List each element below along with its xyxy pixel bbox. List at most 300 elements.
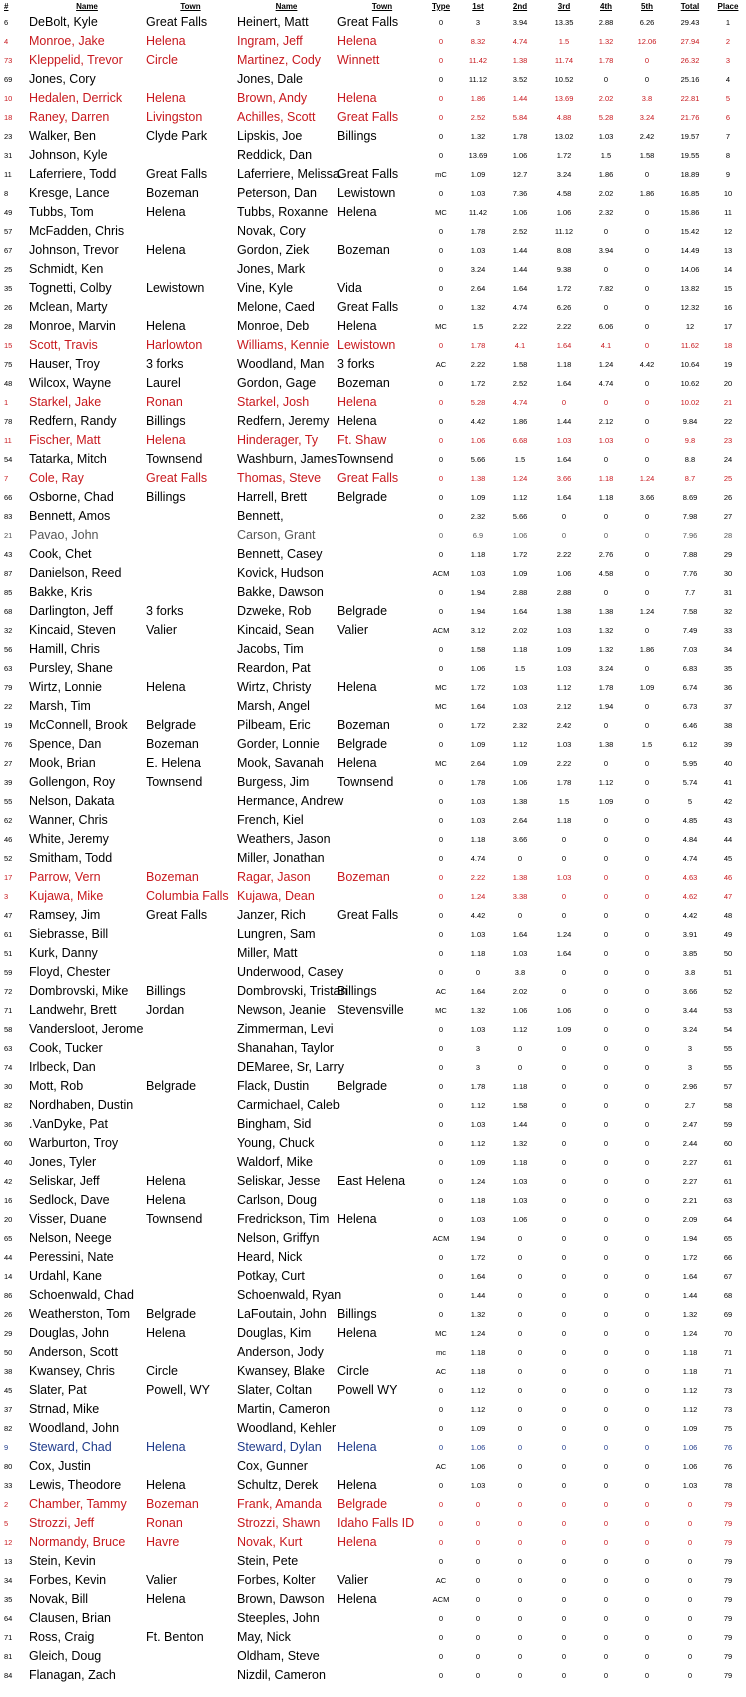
score-5th-cell: 0 — [644, 303, 650, 312]
entry-number-cell: 67 — [4, 246, 13, 255]
score-3rd-cell: 0 — [561, 1139, 567, 1148]
place-cell: 79 — [723, 1633, 733, 1642]
name-2-cell: Thomas, Steve — [237, 471, 322, 485]
entry-number-cell: 42 — [4, 1177, 13, 1186]
score-1st-cell: 1.03 — [470, 1025, 486, 1034]
type-cell: 0 — [438, 1196, 444, 1205]
place-cell: 55 — [723, 1044, 733, 1053]
name-2-cell: Ragar, Jason — [237, 870, 311, 884]
type-cell: 0 — [438, 474, 444, 483]
name-1-cell: Ross, Craig — [29, 1630, 95, 1644]
name-1-cell: Bennett, Amos — [29, 509, 111, 523]
place-cell: 55 — [723, 1063, 733, 1072]
entry-number-cell: 31 — [4, 151, 13, 160]
total-cell: 7.03 — [682, 645, 698, 654]
name-2-cell: Bakke, Dawson — [237, 585, 324, 599]
table-row — [0, 1096, 746, 1115]
total-cell: 0 — [687, 1614, 693, 1623]
score-1st-cell: 0 — [475, 1595, 481, 1604]
score-1st-cell: 2.32 — [470, 512, 486, 521]
town-1-cell: Townsend — [146, 452, 203, 466]
place-cell: 26 — [723, 493, 733, 502]
entry-number-cell: 28 — [4, 322, 13, 331]
place-cell: 70 — [723, 1329, 733, 1338]
entry-number-cell: 46 — [4, 835, 13, 844]
score-2nd-cell: 2.52 — [512, 379, 528, 388]
score-2nd-cell: 1.32 — [512, 1139, 528, 1148]
score-2nd-cell: 0 — [517, 1652, 523, 1661]
name-2-cell: Carmichael, Caleb — [237, 1098, 340, 1112]
table-row — [0, 925, 746, 944]
name-1-cell: Smitham, Todd — [29, 851, 113, 865]
score-4th-cell: 0 — [603, 512, 609, 521]
score-2nd-cell: 1.03 — [512, 1196, 528, 1205]
score-1st-cell: 1.06 — [470, 436, 486, 445]
score-3rd-cell: 0 — [561, 835, 567, 844]
type-cell: MC — [435, 1329, 447, 1338]
score-5th-cell: 0 — [644, 1063, 650, 1072]
score-3rd-cell: 1.03 — [556, 436, 572, 445]
score-5th-cell: 0 — [644, 816, 650, 825]
score-1st-cell: 1.18 — [470, 1196, 486, 1205]
total-cell: 7.76 — [682, 569, 698, 578]
score-4th-cell: 0 — [603, 1234, 609, 1243]
score-5th-cell: 0 — [644, 1367, 650, 1376]
entry-number-cell: 58 — [4, 1025, 13, 1034]
table-row — [0, 70, 746, 89]
table-row — [0, 963, 746, 982]
table-row — [0, 640, 746, 659]
place-cell: 16 — [723, 303, 733, 312]
town-2-cell: Great Falls — [337, 300, 399, 314]
place-cell: 59 — [723, 1120, 733, 1129]
total-cell: 3.66 — [682, 987, 698, 996]
name-1-cell: Wirtz, Lonnie — [29, 680, 102, 694]
score-5th-cell: 0 — [644, 1443, 650, 1452]
type-cell: 0 — [438, 1120, 444, 1129]
score-3rd-cell: 4.58 — [556, 189, 572, 198]
total-cell: 0 — [687, 1500, 693, 1509]
name-1-cell: DeBolt, Kyle — [29, 15, 98, 29]
town-1-cell: Helena — [146, 91, 186, 105]
score-1st-cell: 1.78 — [470, 1082, 486, 1091]
place-cell: 38 — [723, 721, 733, 730]
entry-number-cell: 75 — [4, 360, 13, 369]
name-1-cell: Nelson, Neege — [29, 1231, 112, 1245]
name-1-cell: Pavao, John — [29, 528, 99, 542]
name-2-cell: Lungren, Sam — [237, 927, 316, 941]
town-1-cell: Livingston — [146, 110, 203, 124]
score-1st-cell: 1.12 — [470, 1386, 486, 1395]
type-cell: 0 — [438, 835, 444, 844]
total-cell: 7.98 — [682, 512, 698, 521]
table-row — [0, 564, 746, 583]
entry-number-cell: 23 — [4, 132, 13, 141]
header-name-1: Name — [76, 2, 98, 11]
score-4th-cell: 3.94 — [598, 246, 614, 255]
entry-number-cell: 35 — [4, 284, 13, 293]
score-5th-cell: 0 — [644, 1310, 650, 1319]
score-5th-cell: 0 — [644, 626, 650, 635]
score-5th-cell: 0 — [644, 1500, 650, 1509]
type-cell: 0 — [438, 303, 444, 312]
header-row — [0, 0, 746, 13]
score-4th-cell: 0 — [603, 1367, 609, 1376]
total-cell: 9.84 — [682, 417, 698, 426]
score-2nd-cell: 4.74 — [512, 303, 528, 312]
score-4th-cell: 0 — [603, 1272, 609, 1281]
total-cell: 3.91 — [682, 930, 698, 939]
score-3rd-cell: 1.06 — [556, 1006, 572, 1015]
score-5th-cell: 0 — [644, 721, 650, 730]
header-5th: 5th — [641, 2, 653, 11]
score-1st-cell: 3.12 — [470, 626, 486, 635]
name-2-cell: Strozzi, Shawn — [237, 1516, 321, 1530]
score-4th-cell: 0 — [603, 1405, 609, 1414]
total-cell: 8.69 — [682, 493, 698, 502]
table-row — [0, 1229, 746, 1248]
total-cell: 2.47 — [682, 1120, 698, 1129]
score-4th-cell: 0 — [603, 75, 609, 84]
town-2-cell: Helena — [337, 1478, 377, 1492]
total-cell: 29.43 — [680, 18, 700, 27]
table-row — [0, 450, 746, 469]
score-3rd-cell: 2.88 — [556, 588, 572, 597]
score-4th-cell: 1.03 — [598, 132, 614, 141]
score-5th-cell: 0 — [644, 75, 650, 84]
name-1-cell: Jones, Tyler — [29, 1155, 97, 1169]
score-1st-cell: 1.94 — [470, 1234, 486, 1243]
place-cell: 46 — [723, 873, 733, 882]
place-cell: 21 — [723, 398, 733, 407]
total-cell: 1.12 — [682, 1405, 698, 1414]
type-cell: MC — [435, 208, 447, 217]
table-row — [0, 32, 746, 51]
name-2-cell: Brown, Dawson — [237, 1592, 325, 1606]
score-1st-cell: 1.24 — [470, 1329, 486, 1338]
score-2nd-cell: 1.5 — [514, 664, 526, 673]
name-2-cell: Carson, Grant — [237, 528, 316, 542]
type-cell: ACM — [432, 569, 450, 578]
total-cell: 1.24 — [682, 1329, 698, 1338]
entry-number-cell: 27 — [4, 759, 13, 768]
score-4th-cell: 1.24 — [598, 360, 614, 369]
total-cell: 16.85 — [680, 189, 700, 198]
total-cell: 0 — [687, 1633, 693, 1642]
total-cell: 1.12 — [682, 1386, 698, 1395]
score-2nd-cell: 4.74 — [512, 398, 528, 407]
name-2-cell: Stein, Pete — [237, 1554, 299, 1568]
name-1-cell: Raney, Darren — [29, 110, 110, 124]
score-4th-cell: 6.06 — [598, 322, 614, 331]
score-3rd-cell: 1.06 — [556, 208, 572, 217]
name-2-cell: Carlson, Doug — [237, 1193, 317, 1207]
place-cell: 79 — [723, 1595, 733, 1604]
table-row — [0, 1552, 746, 1571]
entry-number-cell: 82 — [4, 1424, 13, 1433]
table-row — [0, 184, 746, 203]
name-2-cell: Heard, Nick — [237, 1250, 303, 1264]
town-1-cell: Ronan — [146, 395, 183, 409]
score-2nd-cell: 2.02 — [512, 626, 528, 635]
score-1st-cell: 0 — [475, 1576, 481, 1585]
place-cell: 31 — [723, 588, 733, 597]
name-2-cell: Jones, Mark — [237, 262, 306, 276]
name-2-cell: Williams, Kennie — [237, 338, 330, 352]
town-1-cell: Helena — [146, 205, 186, 219]
total-cell: 4.63 — [682, 873, 698, 882]
place-cell: 71 — [723, 1348, 733, 1357]
type-cell: 0 — [438, 1671, 444, 1680]
score-3rd-cell: 0 — [561, 1424, 567, 1433]
type-cell: 0 — [438, 113, 444, 122]
score-2nd-cell: 3.38 — [512, 892, 528, 901]
table-row — [0, 1362, 746, 1381]
total-cell: 10.64 — [680, 360, 700, 369]
table-row — [0, 1020, 746, 1039]
place-cell: 64 — [723, 1215, 733, 1224]
place-cell: 39 — [723, 740, 733, 749]
type-cell: AC — [435, 1576, 447, 1585]
name-1-cell: Pursley, Shane — [29, 661, 113, 675]
score-4th-cell: 0 — [603, 531, 609, 540]
name-2-cell: Achilles, Scott — [237, 110, 316, 124]
town-1-cell: Townsend — [146, 1212, 203, 1226]
name-1-cell: Hamill, Chris — [29, 642, 100, 656]
score-2nd-cell: 1.72 — [512, 550, 528, 559]
town-2-cell: Bozeman — [337, 243, 390, 257]
type-cell: 0 — [438, 1405, 444, 1414]
name-2-cell: Miller, Matt — [237, 946, 298, 960]
table-row — [0, 982, 746, 1001]
name-2-cell: Weathers, Jason — [237, 832, 331, 846]
place-cell: 75 — [723, 1424, 733, 1433]
score-1st-cell: 8.32 — [470, 37, 486, 46]
score-3rd-cell: 0 — [561, 1253, 567, 1262]
town-2-cell: Billings — [337, 984, 377, 998]
header-town-2: Town — [371, 2, 393, 11]
type-cell: 0 — [438, 1557, 444, 1566]
town-2-cell: Billings — [337, 129, 377, 143]
header-1st: 1st — [472, 2, 484, 11]
table-row — [0, 127, 746, 146]
town-1-cell: Townsend — [146, 775, 203, 789]
score-1st-cell: 1.72 — [470, 683, 486, 692]
score-2nd-cell: 0 — [517, 1348, 523, 1357]
score-4th-cell: 1.32 — [598, 37, 614, 46]
entry-number-cell: 65 — [4, 1234, 13, 1243]
score-1st-cell: 1.64 — [470, 702, 486, 711]
score-1st-cell: 0 — [475, 1519, 481, 1528]
score-5th-cell: 1.09 — [639, 683, 655, 692]
score-3rd-cell: 11.12 — [554, 227, 574, 236]
score-3rd-cell: 9.38 — [556, 265, 572, 274]
score-5th-cell: 0 — [644, 1158, 650, 1167]
score-5th-cell: 12.06 — [637, 37, 657, 46]
table-row — [0, 1457, 746, 1476]
score-4th-cell: 0 — [603, 1424, 609, 1433]
name-2-cell: Harrell, Brett — [237, 490, 308, 504]
entry-number-cell: 49 — [4, 208, 13, 217]
town-2-cell: East Helena — [337, 1174, 406, 1188]
name-1-cell: Spence, Dan — [29, 737, 102, 751]
entry-number-cell: 78 — [4, 417, 13, 426]
score-1st-cell: 1.24 — [470, 892, 486, 901]
table-row — [0, 659, 746, 678]
score-5th-cell: 0 — [644, 854, 650, 863]
header-3rd: 3rd — [557, 2, 571, 11]
score-4th-cell: 4.1 — [600, 341, 612, 350]
score-3rd-cell: 0 — [561, 1310, 567, 1319]
total-cell: 7.49 — [682, 626, 698, 635]
score-1st-cell: 1.72 — [470, 1253, 486, 1262]
total-cell: 22.81 — [680, 94, 700, 103]
total-cell: 1.09 — [682, 1424, 698, 1433]
town-1-cell: Bozeman — [146, 737, 199, 751]
name-1-cell: Laferriere, Todd — [29, 167, 117, 181]
score-2nd-cell: 1.03 — [512, 702, 528, 711]
name-2-cell: Forbes, Kolter — [237, 1573, 316, 1587]
total-cell: 12 — [685, 322, 695, 331]
type-cell: 0 — [438, 132, 444, 141]
town-1-cell: Ronan — [146, 1516, 183, 1530]
score-1st-cell: 4.74 — [470, 854, 486, 863]
score-5th-cell: 0 — [644, 1253, 650, 1262]
town-1-cell: Belgrade — [146, 1079, 197, 1093]
score-4th-cell: 4.58 — [598, 569, 614, 578]
score-3rd-cell: 0 — [561, 1367, 567, 1376]
table-row — [0, 1210, 746, 1229]
place-cell: 9 — [725, 170, 731, 179]
town-2-cell: Helena — [337, 319, 377, 333]
score-5th-cell: 0 — [644, 341, 650, 350]
score-3rd-cell: 0 — [561, 968, 567, 977]
entry-number-cell: 62 — [4, 816, 13, 825]
name-2-cell: Fredrickson, Tim — [237, 1212, 330, 1226]
name-2-cell: Reardon, Pat — [237, 661, 311, 675]
entry-number-cell: 57 — [4, 227, 13, 236]
score-4th-cell: 1.18 — [598, 493, 614, 502]
name-1-cell: Slater, Pat — [29, 1383, 87, 1397]
name-1-cell: Flanagan, Zach — [29, 1668, 116, 1682]
entry-number-cell: 85 — [4, 588, 13, 597]
score-4th-cell: 0 — [603, 1158, 609, 1167]
place-cell: 65 — [723, 1234, 733, 1243]
table-row — [0, 849, 746, 868]
score-4th-cell: 0 — [603, 1101, 609, 1110]
name-1-cell: Johnson, Kyle — [29, 148, 108, 162]
name-1-cell: Chamber, Tammy — [29, 1497, 127, 1511]
score-2nd-cell: 1.64 — [512, 607, 528, 616]
total-cell: 8.7 — [684, 474, 696, 483]
place-cell: 79 — [723, 1557, 733, 1566]
score-1st-cell: 3.24 — [470, 265, 486, 274]
table-row — [0, 298, 746, 317]
name-1-cell: Scott, Travis — [29, 338, 98, 352]
table-row — [0, 1286, 746, 1305]
score-4th-cell: 0 — [603, 1519, 609, 1528]
total-cell: 6.12 — [682, 740, 698, 749]
score-5th-cell: 0 — [644, 455, 650, 464]
total-cell: 4.84 — [682, 835, 698, 844]
type-cell: 0 — [438, 1443, 444, 1452]
table-row — [0, 583, 746, 602]
table-row — [0, 165, 746, 184]
entry-number-cell: 87 — [4, 569, 13, 578]
score-1st-cell: 0 — [475, 1538, 481, 1547]
score-4th-cell: 0 — [603, 1481, 609, 1490]
type-cell: ACM — [432, 626, 450, 635]
name-1-cell: Monroe, Jake — [29, 34, 105, 48]
place-cell: 43 — [723, 816, 733, 825]
name-2-cell: Wirtz, Christy — [237, 680, 312, 694]
name-2-cell: Starkel, Josh — [237, 395, 310, 409]
name-2-cell: Seliskar, Jesse — [237, 1174, 321, 1188]
score-4th-cell: 0 — [603, 1253, 609, 1262]
name-1-cell: Mclean, Marty — [29, 300, 108, 314]
name-1-cell: Kurk, Danny — [29, 946, 98, 960]
name-1-cell: Forbes, Kevin — [29, 1573, 107, 1587]
score-1st-cell: 6.9 — [472, 531, 484, 540]
town-2-cell: Belgrade — [337, 1079, 388, 1093]
total-cell: 21.76 — [680, 113, 700, 122]
entry-number-cell: 52 — [4, 854, 13, 863]
name-1-cell: Kincaid, Steven — [29, 623, 116, 637]
score-1st-cell: 1.18 — [470, 1367, 486, 1376]
type-cell: 0 — [438, 1633, 444, 1642]
town-1-cell: Bozeman — [146, 1497, 199, 1511]
total-cell: 3.8 — [684, 968, 696, 977]
name-1-cell: Mook, Brian — [29, 756, 96, 770]
entry-number-cell: 48 — [4, 379, 13, 388]
score-4th-cell: 5.28 — [598, 113, 614, 122]
name-1-cell: Wilcox, Wayne — [29, 376, 112, 390]
name-1-cell: Warburton, Troy — [29, 1136, 119, 1150]
score-3rd-cell: 0 — [561, 1348, 567, 1357]
table-row — [0, 792, 746, 811]
score-1st-cell: 1.24 — [470, 1177, 486, 1186]
type-cell: 0 — [438, 873, 444, 882]
score-4th-cell: 0 — [603, 1044, 609, 1053]
town-2-cell: Lewistown — [337, 186, 396, 200]
table-row — [0, 1115, 746, 1134]
town-2-cell: Helena — [337, 205, 377, 219]
score-4th-cell: 0 — [603, 1177, 609, 1186]
type-cell: MC — [435, 1006, 447, 1015]
type-cell: 0 — [438, 740, 444, 749]
name-2-cell: Washburn, James — [237, 452, 338, 466]
score-3rd-cell: 0 — [561, 1462, 567, 1471]
table-row — [0, 830, 746, 849]
name-1-cell: Schoenwald, Chad — [29, 1288, 134, 1302]
name-1-cell: Ramsey, Jim — [29, 908, 101, 922]
score-1st-cell: 1.03 — [470, 246, 486, 255]
score-3rd-cell: 0 — [561, 911, 567, 920]
score-4th-cell: 0 — [603, 398, 609, 407]
table-row — [0, 241, 746, 260]
entry-number-cell: 71 — [4, 1633, 13, 1642]
entry-number-cell: 81 — [4, 1652, 13, 1661]
entry-number-cell: 35 — [4, 1595, 13, 1604]
score-4th-cell: 2.88 — [598, 18, 614, 27]
name-2-cell: Ingram, Jeff — [237, 34, 303, 48]
score-1st-cell: 3 — [475, 1063, 481, 1072]
score-2nd-cell: 0 — [517, 1614, 523, 1623]
total-cell: 1.64 — [682, 1272, 698, 1281]
type-cell: MC — [435, 702, 447, 711]
total-cell: 0 — [687, 1595, 693, 1604]
score-3rd-cell: 1.38 — [556, 607, 572, 616]
